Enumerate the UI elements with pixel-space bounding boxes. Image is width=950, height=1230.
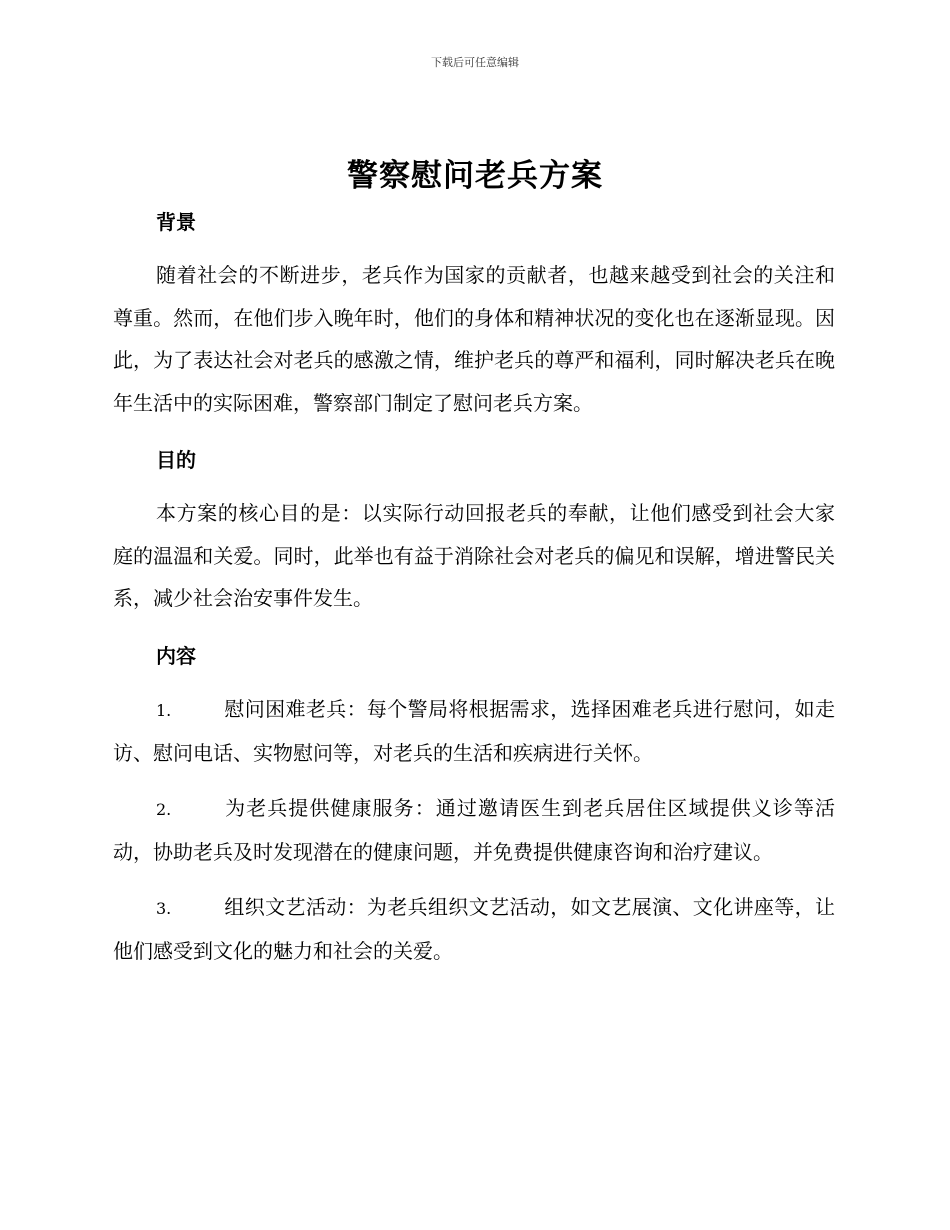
page-header-note: 下载后可任意编辑 xyxy=(431,56,519,69)
list-item-number: 2. xyxy=(156,799,172,819)
list-item xyxy=(113,886,835,973)
paragraph-background: 随着社会的不断进步，老兵作为国家的贡献者，也越来越受到社会的关注和尊重。然而，在他们步入晚年时，他们的身体和精神状况的变化也在逐渐显现。因此，为了表达社会对老兵的感激之情，维护老兵的尊严和福利，同时解决老兵在晚年生活中的实际困难，警察部门制定了慰问老兵方案。 xyxy=(113,263,835,415)
list-item xyxy=(113,688,835,775)
paragraph-purpose: 本方案的核心目的是：以实际行动回报老兵的奉献，让他们感受到社会大家庭的温温和关爱。同时，此举也有益于消除社会对老兵的偏见和误解，增进警民关系，减少社会治安事件发生。 xyxy=(113,501,835,610)
list-item-number: 1. xyxy=(156,700,172,720)
section-heading-content: 内容 xyxy=(156,643,196,668)
list-item-text: 为老兵提供健康服务：通过邀请医生到老兵居住区域提供义诊等活动，协助老兵及时发现潜在的健康问题，并免费提供健康咨询和治疗建议。 xyxy=(113,795,835,864)
list-item-text: 组织文艺活动：为老兵组织文艺活动，如文艺展演、文化讲座等，让他们感受到文化的魅力和社会的关爱。 xyxy=(113,894,835,963)
document-title: 警察慰问老兵方案 xyxy=(347,158,603,194)
section-heading-background: 背景 xyxy=(156,210,196,234)
section-heading-purpose: 目的 xyxy=(156,448,196,472)
list-item xyxy=(113,787,835,874)
list-item-number: 3. xyxy=(156,898,172,918)
document-body xyxy=(113,200,835,973)
list-item-text: 慰问困难老兵：每个警局将根据需求，选择困难老兵进行慰问，如走访、慰问电话、实物慰问等，对老兵的生活和疾病进行关怀。 xyxy=(113,696,835,765)
